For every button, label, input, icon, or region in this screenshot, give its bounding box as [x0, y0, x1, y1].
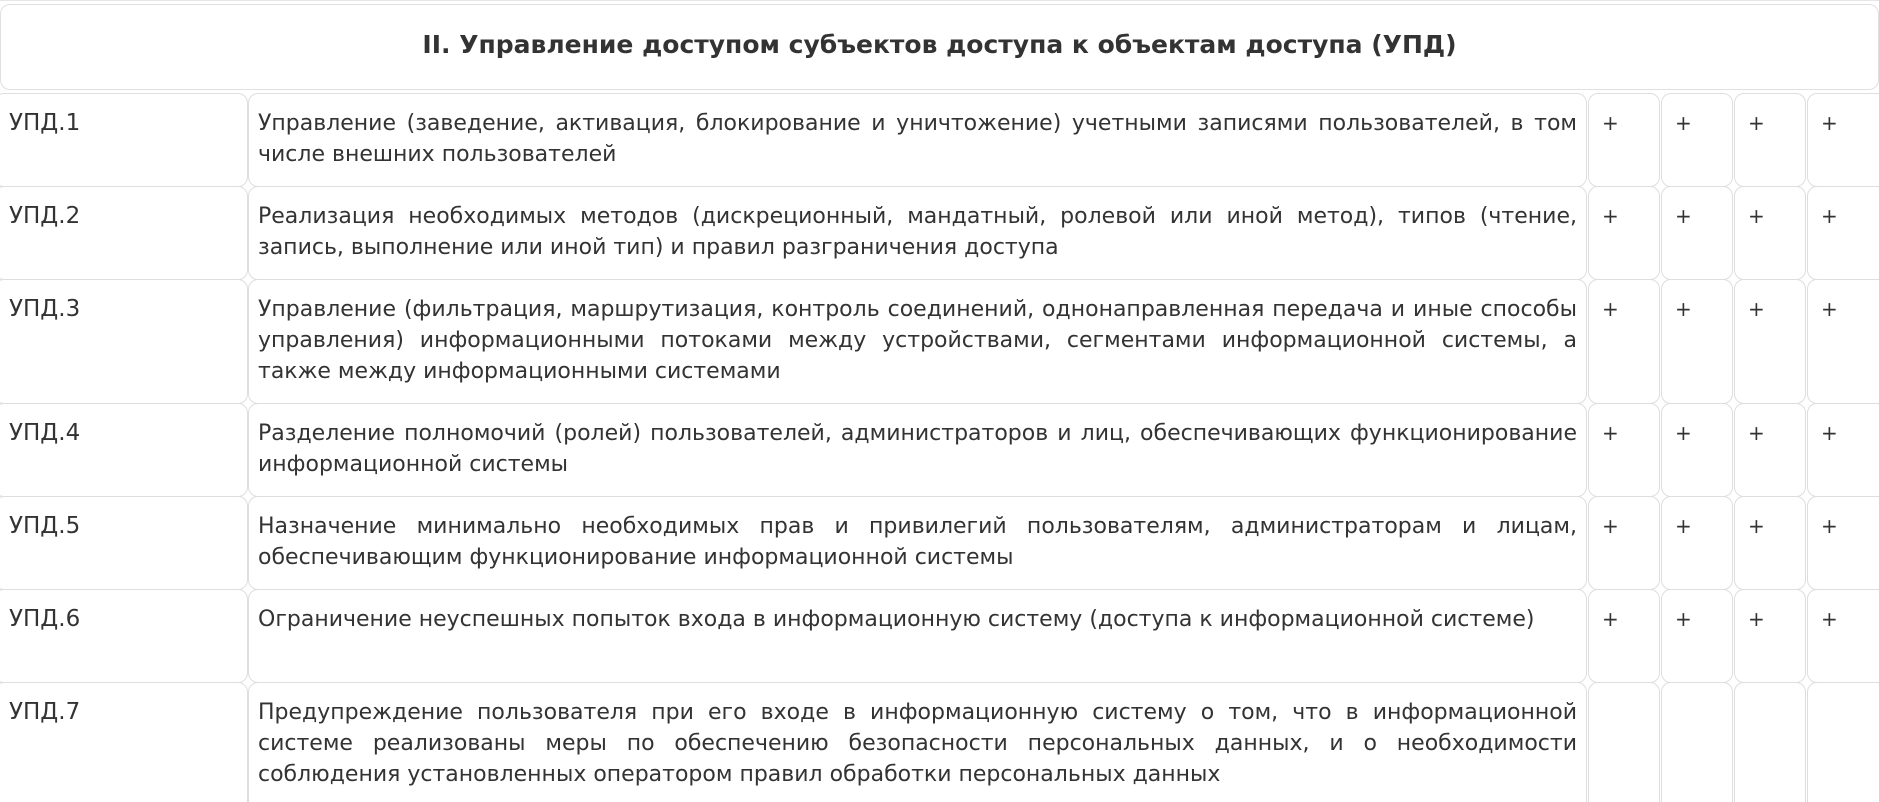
level-4-cell — [1807, 682, 1879, 802]
code-cell — [0, 403, 248, 497]
section-header — [0, 4, 1879, 90]
level-1-cell — [1588, 682, 1660, 802]
measure-code: УПД.4 — [9, 420, 81, 446]
description-cell — [248, 279, 1587, 404]
measure-description: Предупреждение пользователя при его входе в информационную систему о том, что в информационной системе реализованы меры по обеспечению безопасности персональных данных, и о необходимости соблюдения установленных оператором правил обработки персональных данных — [258, 700, 1577, 787]
level-4-mark: + — [1821, 607, 1838, 631]
level-4-cell — [1807, 93, 1879, 187]
table-row-upd-1 — [0, 93, 1879, 187]
level-3-mark: + — [1748, 297, 1765, 321]
level-2-mark: + — [1675, 607, 1692, 631]
level-1-cell — [1588, 279, 1660, 404]
code-cell — [0, 186, 248, 280]
code-cell — [0, 279, 248, 404]
code-cell — [0, 496, 248, 590]
level-1-mark: + — [1602, 297, 1619, 321]
table-row-upd-4 — [0, 403, 1879, 497]
level-3-cell — [1734, 589, 1806, 683]
level-1-cell — [1588, 186, 1660, 280]
level-1-cell — [1588, 589, 1660, 683]
level-3-mark: + — [1748, 204, 1765, 228]
level-3-cell — [1734, 93, 1806, 187]
measure-description: Реализация необходимых методов (дискреционный, мандатный, ролевой или иной метод), типов (чтение, запись, выполнение или иной тип) и правил разграничения доступа — [258, 204, 1577, 260]
code-cell — [0, 93, 248, 187]
measure-code: УПД.3 — [9, 296, 81, 322]
level-2-cell — [1661, 279, 1733, 404]
measure-description: Ограничение неуспешных попыток входа в информационную систему (доступа к информационной системе) — [258, 607, 1535, 632]
level-3-mark: + — [1748, 421, 1765, 445]
level-2-cell — [1661, 186, 1733, 280]
level-3-mark: + — [1748, 111, 1765, 135]
level-2-mark: + — [1675, 421, 1692, 445]
level-2-mark: + — [1675, 514, 1692, 538]
level-4-mark: + — [1821, 297, 1838, 321]
level-4-cell — [1807, 589, 1879, 683]
level-4-mark: + — [1821, 111, 1838, 135]
level-4-cell — [1807, 403, 1879, 497]
description-cell — [248, 682, 1587, 802]
measure-code: УПД.5 — [9, 513, 81, 539]
measure-description: Управление (заведение, активация, блокирование и уничтожение) учетными записями пользователей, в том числе внешних пользователей — [258, 111, 1577, 167]
level-4-cell — [1807, 186, 1879, 280]
measure-code: УПД.1 — [9, 110, 81, 136]
level-1-mark: + — [1602, 204, 1619, 228]
level-3-cell — [1734, 496, 1806, 590]
measure-description: Управление (фильтрация, маршрутизация, контроль соединений, однонаправленная передача и иные способы управления) информационными потоками между устройствами, сегментами информационной системы, а также между информационными системами — [258, 297, 1577, 384]
level-4-mark: + — [1821, 514, 1838, 538]
description-cell — [248, 93, 1587, 187]
level-1-mark: + — [1602, 607, 1619, 631]
table-row-upd-5 — [0, 496, 1879, 590]
description-cell — [248, 186, 1587, 280]
description-cell — [248, 589, 1587, 683]
code-cell — [0, 589, 248, 683]
level-2-cell — [1661, 403, 1733, 497]
level-3-mark: + — [1748, 607, 1765, 631]
level-4-mark: + — [1821, 421, 1838, 445]
table-row-upd-3 — [0, 279, 1879, 404]
level-4-cell — [1807, 496, 1879, 590]
level-1-cell — [1588, 403, 1660, 497]
level-2-cell — [1661, 589, 1733, 683]
level-2-mark: + — [1675, 204, 1692, 228]
measure-description: Назначение минимально необходимых прав и привилегий пользователям, администраторам и лицам, обеспечивающим функционирование информационной системы — [258, 514, 1577, 570]
level-3-cell — [1734, 186, 1806, 280]
level-2-cell — [1661, 496, 1733, 590]
code-cell — [0, 682, 248, 802]
table-row-upd-6 — [0, 589, 1879, 683]
level-2-mark: + — [1675, 297, 1692, 321]
table-row-upd-7 — [0, 682, 1879, 802]
level-4-cell — [1807, 279, 1879, 404]
level-1-mark: + — [1602, 514, 1619, 538]
level-1-mark: + — [1602, 111, 1619, 135]
measure-code: УПД.7 — [9, 699, 81, 725]
level-1-cell — [1588, 93, 1660, 187]
measure-description: Разделение полномочий (ролей) пользователей, администраторов и лиц, обеспечивающих функционирование информационной системы — [258, 421, 1577, 477]
level-3-cell — [1734, 403, 1806, 497]
level-4-mark: + — [1821, 204, 1838, 228]
table-row-upd-2 — [0, 186, 1879, 280]
measure-code: УПД.2 — [9, 203, 81, 229]
level-1-mark: + — [1602, 421, 1619, 445]
level-3-mark: + — [1748, 514, 1765, 538]
level-3-cell — [1734, 279, 1806, 404]
description-cell — [248, 496, 1587, 590]
level-3-cell — [1734, 682, 1806, 802]
section-title: II. Управление доступом субъектов доступа к объектам доступа (УПД) — [422, 29, 1457, 59]
level-1-cell — [1588, 496, 1660, 590]
description-cell — [248, 403, 1587, 497]
level-2-cell — [1661, 682, 1733, 802]
level-2-cell — [1661, 93, 1733, 187]
level-2-mark: + — [1675, 111, 1692, 135]
measure-code: УПД.6 — [9, 606, 81, 632]
